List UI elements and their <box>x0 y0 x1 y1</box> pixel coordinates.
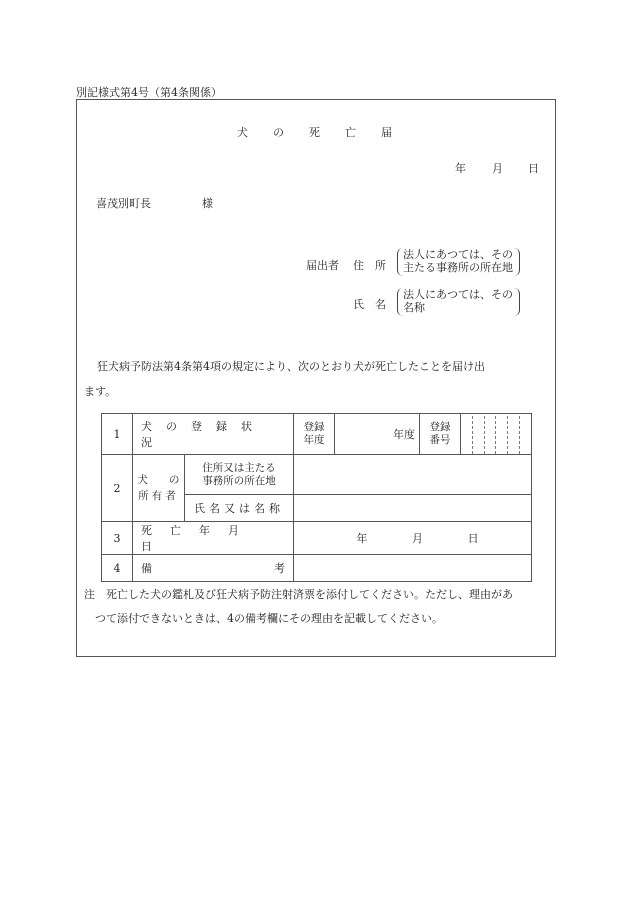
remarks-label-a: 備 <box>141 562 152 575</box>
owner-address-field[interactable] <box>294 455 532 495</box>
form-reference: 別記様式第4号（第4条関係） <box>76 86 222 99</box>
owner-name-field[interactable] <box>294 495 532 522</box>
owner-label <box>133 455 185 522</box>
registration-table <box>101 413 532 582</box>
row-number: 4 <box>102 555 133 582</box>
body-text-line2: ます。 <box>84 385 117 398</box>
date-year-label: 年 <box>455 162 466 175</box>
death-date-label <box>133 522 294 555</box>
date-day-label: 日 <box>528 162 539 175</box>
table-row <box>102 555 532 582</box>
registration-number-field[interactable] <box>461 414 532 455</box>
owner-addr-l1: 住所又は主たる <box>202 461 276 474</box>
name-note-line1: 法人にあつては、その <box>403 288 513 301</box>
addressee-suffix: 様 <box>202 197 213 210</box>
registration-year-label <box>294 414 335 455</box>
row-number: 1 <box>102 414 133 455</box>
addressee-name: 喜茂別町長 <box>96 197 151 210</box>
table-row <box>102 414 532 455</box>
table-row <box>102 522 532 555</box>
name-note-bracket <box>397 288 520 316</box>
owner-name-label-text: 氏名又は名称 <box>194 502 284 515</box>
registration-status-label: 犬の登録状況 <box>141 420 266 449</box>
note-line2: つて添付できないときは、4の備考欄にその理由を記載してください。 <box>95 612 443 625</box>
remarks-field[interactable] <box>294 555 532 582</box>
address-note-line2: 主たる事務所の所在地 <box>403 261 513 274</box>
death-date-field[interactable] <box>294 522 532 555</box>
address-label: 住 所 <box>353 259 386 272</box>
remarks-label <box>133 555 294 582</box>
remarks-label-b: 考 <box>274 562 285 575</box>
registration-year-field[interactable] <box>335 414 420 455</box>
death-year: 年 <box>356 532 368 545</box>
row-number: 2 <box>102 455 133 522</box>
reg-no-l2: 番号 <box>429 434 451 446</box>
reg-no-l1: 登録 <box>429 421 451 433</box>
reg-year-l2: 年度 <box>303 434 325 446</box>
owner-name-label <box>185 495 294 522</box>
death-month: 月 <box>411 532 423 545</box>
name-note-line2: 名称 <box>403 301 425 314</box>
registration-number-label <box>420 414 461 455</box>
document-title: 犬 の 死 亡 届 <box>237 126 393 139</box>
date-month-label: 月 <box>492 162 503 175</box>
owner-address-label <box>185 455 294 495</box>
row-label-registration-status <box>133 414 294 455</box>
owner-label-l2: 所有者 <box>138 490 179 502</box>
address-note-bracket <box>397 248 520 276</box>
address-note-line1: 法人にあつては、その <box>403 248 513 261</box>
year-suffix: 年度 <box>393 428 415 441</box>
notifier-label: 届出者 <box>306 259 339 272</box>
body-text-line1: 狂犬病予防法第4条第4項の規定により、次のとおり犬が死亡したことを届け出 <box>97 360 485 373</box>
table-row <box>102 455 532 495</box>
death-day: 日 <box>467 532 479 545</box>
row-number: 3 <box>102 522 133 555</box>
owner-label-l1: 犬 の <box>137 474 180 486</box>
reg-year-l1: 登録 <box>303 421 325 433</box>
owner-addr-l2: 事務所の所在地 <box>202 474 276 487</box>
note-line1: 注 死亡した犬の鑑札及び狂犬病予防注射済票を添付してください。ただし、理由があ <box>84 588 513 601</box>
death-date-label-text: 死亡年月日 <box>141 524 257 553</box>
name-label: 氏 名 <box>353 298 386 311</box>
